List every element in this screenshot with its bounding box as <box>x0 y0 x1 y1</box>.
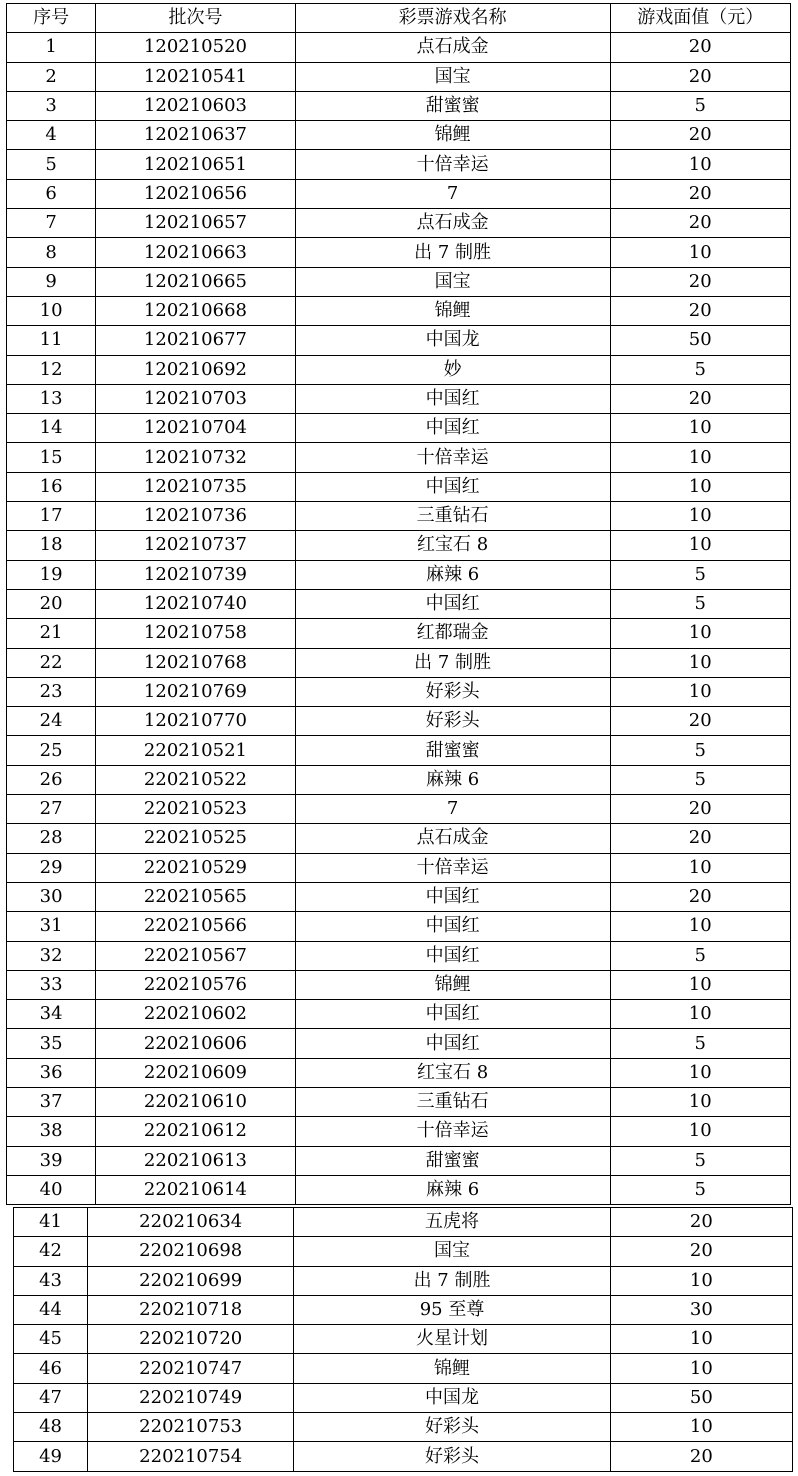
header-game-name: 彩票游戏名称 <box>295 4 610 33</box>
cell-game-name: 点石成金 <box>295 33 610 62</box>
cell-game-name: 甜蜜蜜 <box>295 736 610 765</box>
cell-batch: 220210521 <box>96 736 296 765</box>
cell-batch: 120210737 <box>96 531 296 560</box>
cell-game-name: 三重钻石 <box>295 1087 610 1116</box>
table-row <box>7 1000 791 1029</box>
cell-serial: 18 <box>7 531 96 560</box>
cell-game-name: 出 7 制胜 <box>295 648 610 677</box>
cell-face-value: 30 <box>610 1295 792 1324</box>
lottery-table-part1 <box>6 3 791 1205</box>
cell-game-name: 出 7 制胜 <box>295 238 610 267</box>
cell-serial: 32 <box>7 941 96 970</box>
cell-game-name: 中国红 <box>295 882 610 911</box>
cell-game-name: 中国红 <box>295 472 610 501</box>
cell-game-name: 国宝 <box>295 267 610 296</box>
table-row <box>14 1295 793 1324</box>
cell-face-value: 5 <box>610 1029 790 1058</box>
cell-batch: 220210522 <box>96 765 296 794</box>
cell-batch: 220210749 <box>88 1383 294 1412</box>
cell-serial: 39 <box>7 1146 96 1175</box>
cell-face-value: 5 <box>610 589 790 618</box>
cell-game-name: 十倍幸运 <box>295 443 610 472</box>
cell-face-value: 5 <box>610 560 790 589</box>
cell-batch: 120210603 <box>96 91 296 120</box>
cell-face-value: 20 <box>610 296 790 325</box>
table-row <box>7 1146 791 1175</box>
cell-game-name: 95 至尊 <box>294 1295 610 1324</box>
cell-face-value: 5 <box>610 91 790 120</box>
cell-batch: 220210567 <box>96 941 296 970</box>
cell-face-value: 10 <box>610 472 790 501</box>
cell-face-value: 10 <box>610 1087 790 1116</box>
cell-batch: 120210735 <box>96 472 296 501</box>
cell-batch: 220210525 <box>96 824 296 853</box>
cell-game-name: 中国红 <box>295 912 610 941</box>
cell-serial: 35 <box>7 1029 96 1058</box>
cell-game-name: 7 <box>295 179 610 208</box>
cell-game-name: 中国红 <box>295 1000 610 1029</box>
cell-batch: 220210606 <box>96 1029 296 1058</box>
cell-batch: 120210657 <box>96 209 296 238</box>
table-row <box>7 121 791 150</box>
table-row <box>14 1266 793 1295</box>
cell-serial: 48 <box>14 1413 88 1442</box>
table-row <box>14 1208 793 1237</box>
cell-face-value: 20 <box>610 795 790 824</box>
cell-game-name: 甜蜜蜜 <box>295 1146 610 1175</box>
cell-serial: 29 <box>7 853 96 882</box>
table-row <box>7 209 791 238</box>
cell-batch: 220210576 <box>96 970 296 999</box>
cell-serial: 38 <box>7 1117 96 1146</box>
cell-game-name: 红宝石 8 <box>295 531 610 560</box>
table-row <box>7 531 791 560</box>
cell-batch: 220210613 <box>96 1146 296 1175</box>
cell-game-name: 甜蜜蜜 <box>295 91 610 120</box>
cell-face-value: 20 <box>610 209 790 238</box>
cell-serial: 36 <box>7 1058 96 1087</box>
table-row <box>7 619 791 648</box>
cell-game-name: 中国龙 <box>295 326 610 355</box>
header-batch: 批次号 <box>96 4 296 33</box>
cell-face-value: 5 <box>610 765 790 794</box>
cell-face-value: 50 <box>610 1383 792 1412</box>
table-row <box>7 91 791 120</box>
cell-face-value: 5 <box>610 1146 790 1175</box>
cell-face-value: 50 <box>610 326 790 355</box>
cell-face-value: 10 <box>610 1325 792 1354</box>
cell-face-value: 5 <box>610 941 790 970</box>
cell-batch: 220210753 <box>88 1413 294 1442</box>
cell-face-value: 10 <box>610 502 790 531</box>
cell-face-value: 10 <box>610 912 790 941</box>
header-serial: 序号 <box>7 4 96 33</box>
cell-batch: 120210677 <box>96 326 296 355</box>
cell-serial: 49 <box>14 1442 88 1471</box>
cell-face-value: 10 <box>610 677 790 706</box>
table-row <box>7 326 791 355</box>
cell-batch: 220210614 <box>96 1175 296 1204</box>
cell-face-value: 10 <box>610 1000 790 1029</box>
cell-face-value: 10 <box>610 648 790 677</box>
cell-face-value: 20 <box>610 62 790 91</box>
cell-serial: 47 <box>14 1383 88 1412</box>
cell-serial: 8 <box>7 238 96 267</box>
cell-serial: 37 <box>7 1087 96 1116</box>
cell-serial: 33 <box>7 970 96 999</box>
cell-batch: 220210612 <box>96 1117 296 1146</box>
cell-serial: 22 <box>7 648 96 677</box>
table-body-part2 <box>14 1208 793 1472</box>
cell-game-name: 锦鲤 <box>295 121 610 150</box>
cell-batch: 120210768 <box>96 648 296 677</box>
cell-face-value: 10 <box>610 150 790 179</box>
cell-serial: 14 <box>7 414 96 443</box>
cell-batch: 120210769 <box>96 677 296 706</box>
table-row <box>7 765 791 794</box>
cell-batch: 220210720 <box>88 1325 294 1354</box>
cell-batch: 220210523 <box>96 795 296 824</box>
cell-batch: 220210747 <box>88 1354 294 1383</box>
cell-face-value: 20 <box>610 121 790 150</box>
cell-batch: 120210651 <box>96 150 296 179</box>
table-row <box>7 736 791 765</box>
cell-game-name: 中国红 <box>295 589 610 618</box>
table-row <box>7 824 791 853</box>
table-row <box>7 150 791 179</box>
table-row <box>14 1237 793 1266</box>
table-row <box>7 853 791 882</box>
lottery-table-part2 <box>13 1207 793 1472</box>
table-row <box>7 560 791 589</box>
cell-batch: 220210565 <box>96 882 296 911</box>
cell-batch: 120210770 <box>96 707 296 736</box>
cell-batch: 120210732 <box>96 443 296 472</box>
cell-serial: 17 <box>7 502 96 531</box>
cell-face-value: 10 <box>610 1354 792 1383</box>
table-header-row <box>7 4 791 33</box>
cell-serial: 19 <box>7 560 96 589</box>
cell-serial: 9 <box>7 267 96 296</box>
table-row <box>7 443 791 472</box>
cell-serial: 6 <box>7 179 96 208</box>
cell-serial: 31 <box>7 912 96 941</box>
cell-game-name: 好彩头 <box>295 677 610 706</box>
cell-game-name: 中国红 <box>295 1029 610 1058</box>
cell-game-name: 五虎将 <box>294 1208 610 1237</box>
cell-serial: 2 <box>7 62 96 91</box>
cell-game-name: 妙 <box>295 355 610 384</box>
cell-batch: 120210668 <box>96 296 296 325</box>
cell-serial: 21 <box>7 619 96 648</box>
cell-serial: 4 <box>7 121 96 150</box>
cell-serial: 42 <box>14 1237 88 1266</box>
table-row <box>7 707 791 736</box>
cell-game-name: 国宝 <box>294 1237 610 1266</box>
cell-serial: 20 <box>7 589 96 618</box>
cell-game-name: 好彩头 <box>294 1413 610 1442</box>
cell-face-value: 20 <box>610 707 790 736</box>
cell-serial: 23 <box>7 677 96 706</box>
cell-serial: 40 <box>7 1175 96 1204</box>
cell-game-name: 国宝 <box>295 62 610 91</box>
cell-batch: 120210758 <box>96 619 296 648</box>
header-face-value: 游戏面值（元） <box>610 4 790 33</box>
cell-serial: 10 <box>7 296 96 325</box>
cell-game-name: 锦鲤 <box>295 296 610 325</box>
cell-face-value: 10 <box>610 1058 790 1087</box>
table-row <box>7 970 791 999</box>
cell-batch: 120210656 <box>96 179 296 208</box>
cell-game-name: 十倍幸运 <box>295 150 610 179</box>
cell-batch: 120210665 <box>96 267 296 296</box>
cell-game-name: 出 7 制胜 <box>294 1266 610 1295</box>
table-row <box>14 1442 793 1471</box>
cell-batch: 220210699 <box>88 1266 294 1295</box>
cell-face-value: 10 <box>610 853 790 882</box>
cell-game-name: 十倍幸运 <box>295 853 610 882</box>
table-row <box>7 296 791 325</box>
cell-face-value: 10 <box>610 238 790 267</box>
cell-game-name: 中国红 <box>295 941 610 970</box>
cell-batch: 220210698 <box>88 1237 294 1266</box>
cell-batch: 120210704 <box>96 414 296 443</box>
cell-serial: 11 <box>7 326 96 355</box>
table-row <box>14 1325 793 1354</box>
table-row <box>7 355 791 384</box>
cell-face-value: 10 <box>610 414 790 443</box>
cell-face-value: 20 <box>610 824 790 853</box>
cell-batch: 120210739 <box>96 560 296 589</box>
cell-serial: 45 <box>14 1325 88 1354</box>
cell-face-value: 20 <box>610 33 790 62</box>
cell-serial: 27 <box>7 795 96 824</box>
cell-game-name: 锦鲤 <box>294 1354 610 1383</box>
cell-game-name: 麻辣 6 <box>295 560 610 589</box>
cell-batch: 120210736 <box>96 502 296 531</box>
cell-face-value: 10 <box>610 970 790 999</box>
cell-batch: 220210566 <box>96 912 296 941</box>
cell-face-value: 10 <box>610 1117 790 1146</box>
table-row <box>7 62 791 91</box>
cell-face-value: 5 <box>610 1175 790 1204</box>
cell-face-value: 20 <box>610 1442 792 1471</box>
cell-game-name: 好彩头 <box>294 1442 610 1471</box>
cell-face-value: 10 <box>610 531 790 560</box>
table-row <box>14 1383 793 1412</box>
cell-game-name: 红宝石 8 <box>295 1058 610 1087</box>
table-row <box>7 677 791 706</box>
cell-serial: 41 <box>14 1208 88 1237</box>
cell-face-value: 10 <box>610 619 790 648</box>
cell-serial: 3 <box>7 91 96 120</box>
cell-batch: 120210703 <box>96 384 296 413</box>
table-row <box>7 882 791 911</box>
cell-face-value: 10 <box>610 1413 792 1442</box>
table-row <box>7 1029 791 1058</box>
table-row <box>7 33 791 62</box>
cell-game-name: 点石成金 <box>295 824 610 853</box>
cell-game-name: 锦鲤 <box>295 970 610 999</box>
cell-batch: 220210602 <box>96 1000 296 1029</box>
cell-serial: 12 <box>7 355 96 384</box>
table-row <box>14 1354 793 1383</box>
table-row <box>7 472 791 501</box>
cell-game-name: 点石成金 <box>295 209 610 238</box>
cell-batch: 220210718 <box>88 1295 294 1324</box>
cell-serial: 13 <box>7 384 96 413</box>
cell-batch: 220210634 <box>88 1208 294 1237</box>
cell-batch: 120210637 <box>96 121 296 150</box>
table-row <box>7 912 791 941</box>
cell-serial: 26 <box>7 765 96 794</box>
cell-face-value: 20 <box>610 882 790 911</box>
cell-game-name: 中国红 <box>295 414 610 443</box>
cell-batch: 120210520 <box>96 33 296 62</box>
cell-face-value: 10 <box>610 443 790 472</box>
cell-game-name: 麻辣 6 <box>295 765 610 794</box>
table-row <box>7 502 791 531</box>
cell-game-name: 红都瑞金 <box>295 619 610 648</box>
cell-face-value: 20 <box>610 1237 792 1266</box>
cell-face-value: 5 <box>610 736 790 765</box>
cell-game-name: 中国红 <box>295 384 610 413</box>
table-row <box>7 1175 791 1204</box>
cell-face-value: 5 <box>610 355 790 384</box>
cell-game-name: 7 <box>295 795 610 824</box>
table-row <box>7 941 791 970</box>
cell-batch: 120210663 <box>96 238 296 267</box>
cell-batch: 220210610 <box>96 1087 296 1116</box>
cell-game-name: 三重钻石 <box>295 502 610 531</box>
table-row <box>7 1058 791 1087</box>
table-body-part1 <box>7 33 791 1205</box>
table-row <box>7 1117 791 1146</box>
cell-serial: 16 <box>7 472 96 501</box>
table-row <box>7 238 791 267</box>
cell-serial: 44 <box>14 1295 88 1324</box>
cell-face-value: 20 <box>610 179 790 208</box>
cell-face-value: 20 <box>610 1208 792 1237</box>
cell-serial: 30 <box>7 882 96 911</box>
cell-serial: 46 <box>14 1354 88 1383</box>
cell-batch: 220210609 <box>96 1058 296 1087</box>
cell-game-name: 火星计划 <box>294 1325 610 1354</box>
cell-batch: 120210541 <box>96 62 296 91</box>
cell-face-value: 10 <box>610 1266 792 1295</box>
cell-batch: 120210740 <box>96 589 296 618</box>
cell-game-name: 麻辣 6 <box>295 1175 610 1204</box>
table-row <box>14 1413 793 1442</box>
cell-serial: 34 <box>7 1000 96 1029</box>
table-row <box>7 648 791 677</box>
cell-serial: 25 <box>7 736 96 765</box>
table-row <box>7 179 791 208</box>
cell-serial: 7 <box>7 209 96 238</box>
table-row <box>7 414 791 443</box>
cell-face-value: 20 <box>610 384 790 413</box>
cell-batch: 220210529 <box>96 853 296 882</box>
cell-serial: 1 <box>7 33 96 62</box>
table-row <box>7 267 791 296</box>
cell-face-value: 20 <box>610 267 790 296</box>
cell-game-name: 中国龙 <box>294 1383 610 1412</box>
cell-game-name: 好彩头 <box>295 707 610 736</box>
table-row <box>7 384 791 413</box>
table-row <box>7 1087 791 1116</box>
table-row <box>7 795 791 824</box>
cell-serial: 28 <box>7 824 96 853</box>
cell-batch: 220210754 <box>88 1442 294 1471</box>
cell-serial: 24 <box>7 707 96 736</box>
cell-game-name: 十倍幸运 <box>295 1117 610 1146</box>
cell-batch: 120210692 <box>96 355 296 384</box>
table-row <box>7 589 791 618</box>
cell-serial: 15 <box>7 443 96 472</box>
cell-serial: 5 <box>7 150 96 179</box>
cell-serial: 43 <box>14 1266 88 1295</box>
